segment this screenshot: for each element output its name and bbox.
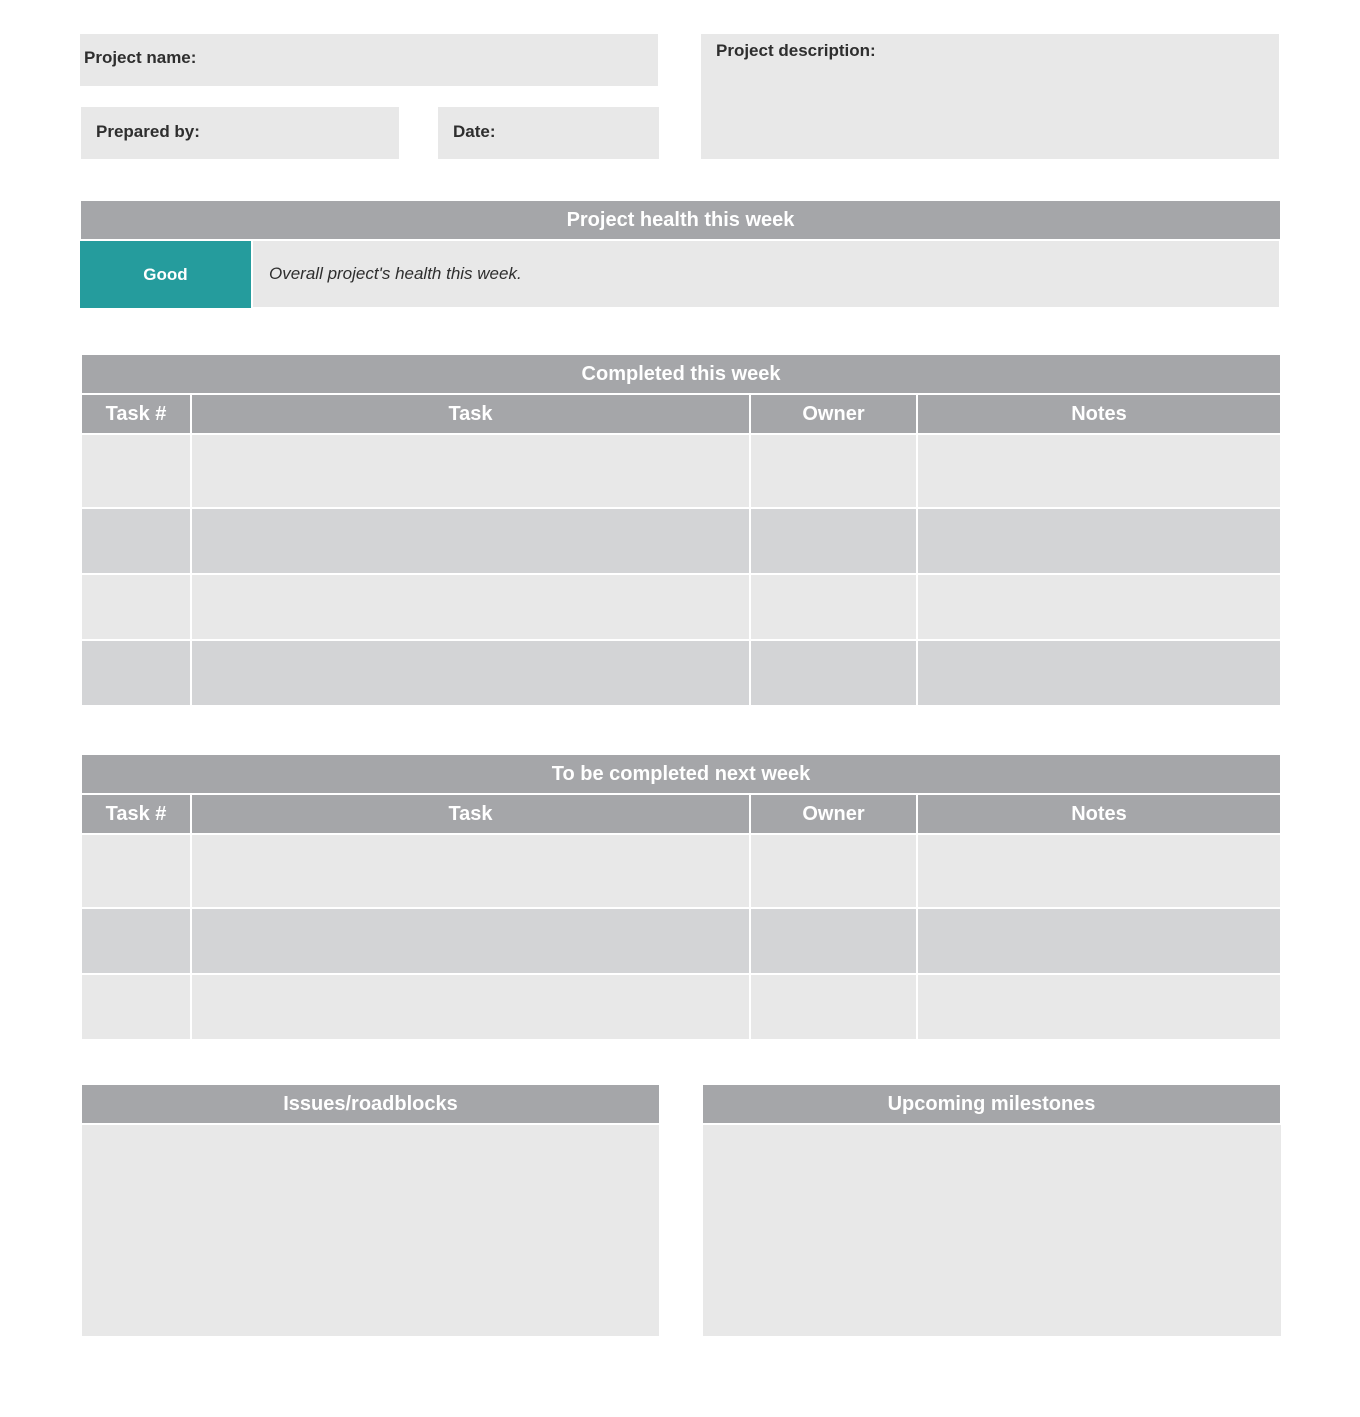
task-cell[interactable] <box>191 974 750 1040</box>
notes-cell[interactable] <box>917 574 1281 640</box>
health-status-badge[interactable]: Good <box>80 241 251 308</box>
column-header-task: Task <box>191 794 750 834</box>
prepared-by-field[interactable] <box>81 107 399 159</box>
next-week-table-title: To be completed next week <box>81 754 1281 794</box>
owner-cell[interactable] <box>750 908 917 974</box>
owner-cell[interactable] <box>750 508 917 574</box>
table-row <box>81 574 1281 640</box>
column-header-notes: Notes <box>917 394 1281 434</box>
next-week-table <box>80 753 1282 1041</box>
milestones-panel[interactable] <box>703 1125 1281 1336</box>
table-row <box>81 434 1281 508</box>
prepared-by-label: Prepared by: <box>96 122 200 141</box>
owner-cell[interactable] <box>750 640 917 706</box>
owner-cell[interactable] <box>750 974 917 1040</box>
issues-panel[interactable] <box>82 1125 659 1336</box>
project-description-field[interactable] <box>701 34 1279 159</box>
completed-table-title: Completed this week <box>81 354 1281 394</box>
task-cell[interactable] <box>191 908 750 974</box>
project-health-header: Project health this week <box>81 201 1280 239</box>
milestones-header: Upcoming milestones <box>703 1085 1280 1123</box>
task-number-cell[interactable] <box>81 640 191 706</box>
task-number-cell[interactable] <box>81 908 191 974</box>
column-header-notes: Notes <box>917 794 1281 834</box>
notes-cell[interactable] <box>917 908 1281 974</box>
task-cell[interactable] <box>191 834 750 908</box>
notes-cell[interactable] <box>917 508 1281 574</box>
task-number-cell[interactable] <box>81 834 191 908</box>
task-cell[interactable] <box>191 640 750 706</box>
health-description[interactable]: Overall project's health this week. <box>253 241 1279 307</box>
issues-header: Issues/roadblocks <box>82 1085 659 1123</box>
owner-cell[interactable] <box>750 834 917 908</box>
table-row <box>81 974 1281 1040</box>
task-number-cell[interactable] <box>81 434 191 508</box>
task-cell[interactable] <box>191 574 750 640</box>
date-field[interactable] <box>438 107 659 159</box>
notes-cell[interactable] <box>917 974 1281 1040</box>
column-header-task-number: Task # <box>81 394 191 434</box>
notes-cell[interactable] <box>917 434 1281 508</box>
task-cell[interactable] <box>191 508 750 574</box>
owner-cell[interactable] <box>750 434 917 508</box>
date-label: Date: <box>453 122 496 141</box>
project-name-field[interactable] <box>80 34 658 86</box>
table-row <box>81 834 1281 908</box>
column-header-task-number: Task # <box>81 794 191 834</box>
column-header-owner: Owner <box>750 794 917 834</box>
project-description-label: Project description: <box>716 41 876 60</box>
column-header-owner: Owner <box>750 394 917 434</box>
notes-cell[interactable] <box>917 834 1281 908</box>
task-number-cell[interactable] <box>81 574 191 640</box>
owner-cell[interactable] <box>750 574 917 640</box>
table-row <box>81 908 1281 974</box>
table-row <box>81 640 1281 706</box>
task-number-cell[interactable] <box>81 508 191 574</box>
column-header-task: Task <box>191 394 750 434</box>
table-row <box>81 508 1281 574</box>
task-cell[interactable] <box>191 434 750 508</box>
task-number-cell[interactable] <box>81 974 191 1040</box>
project-name-label: Project name: <box>84 48 197 67</box>
notes-cell[interactable] <box>917 640 1281 706</box>
completed-table <box>80 353 1282 707</box>
